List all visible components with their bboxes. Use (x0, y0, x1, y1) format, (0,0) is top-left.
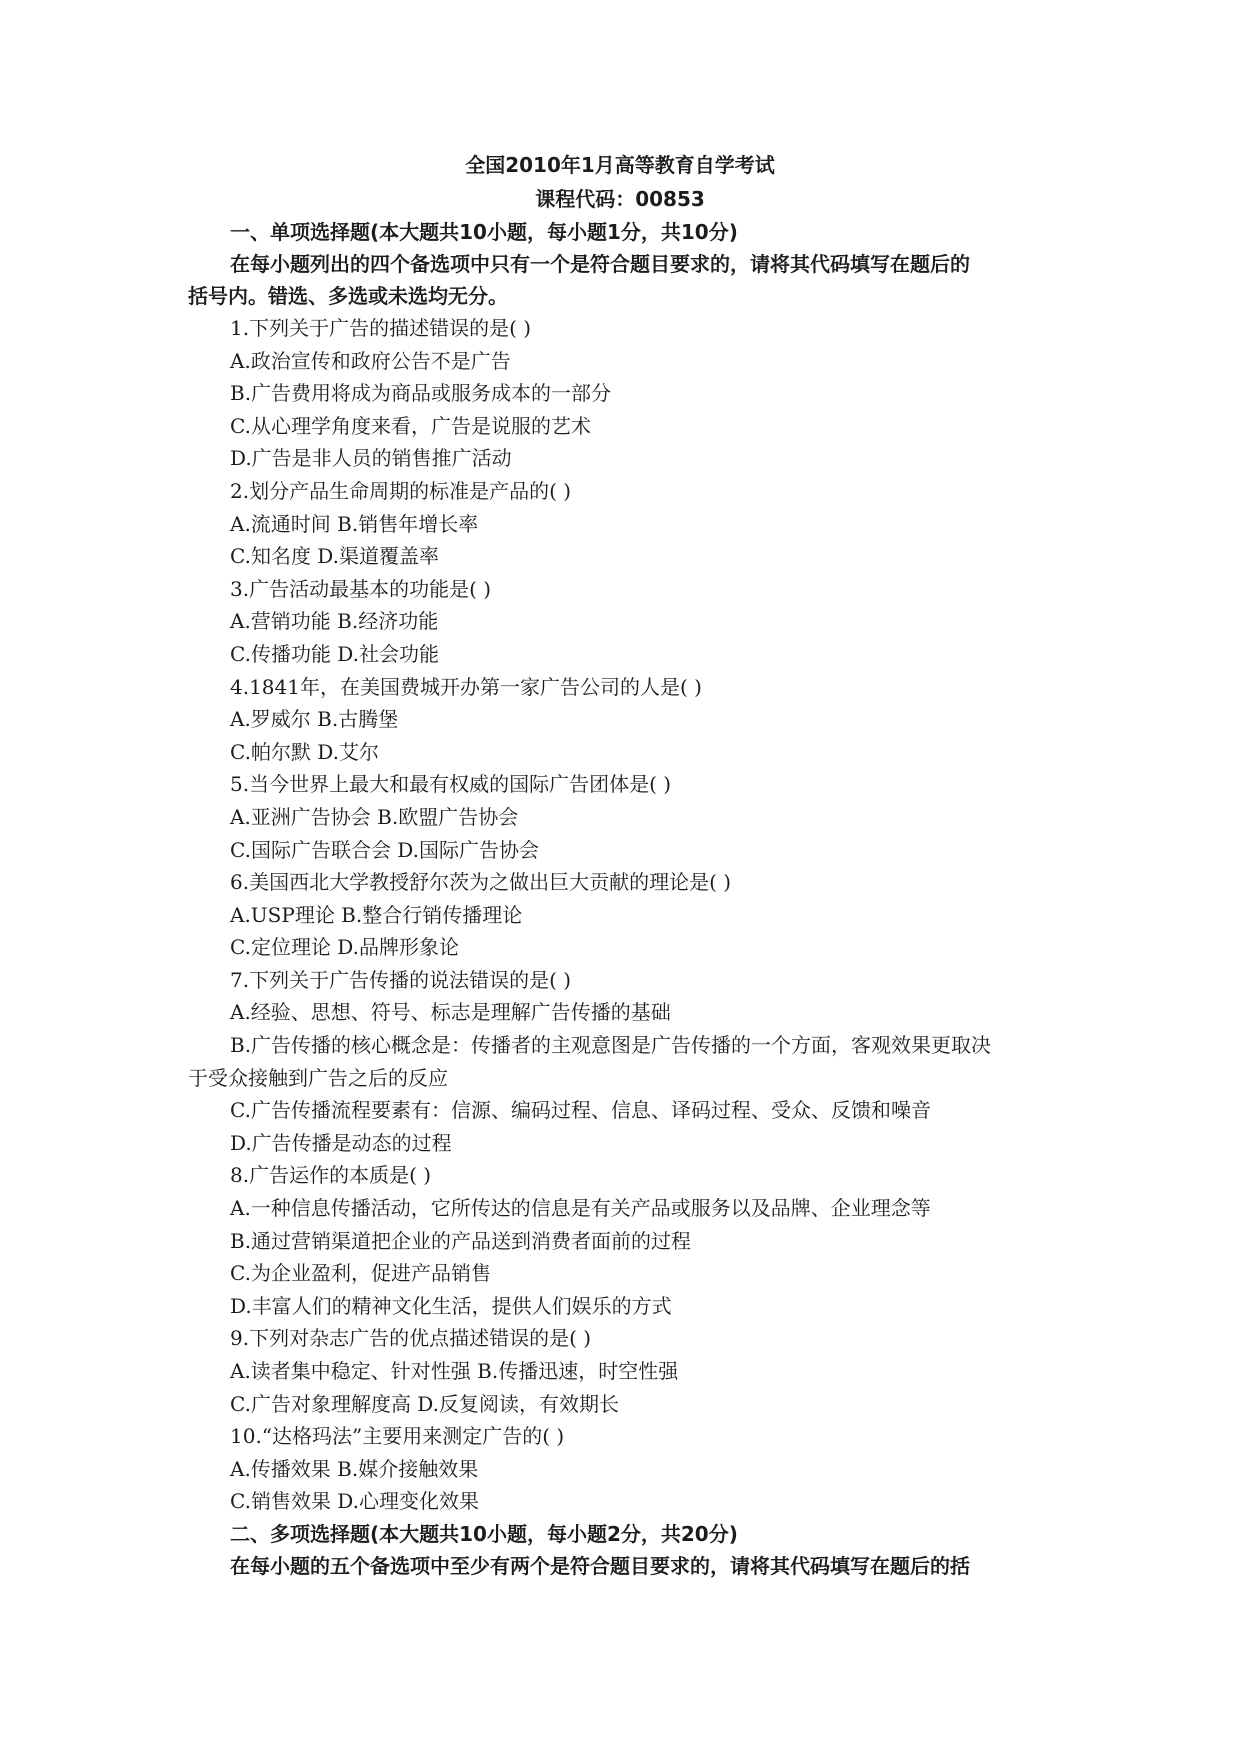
question-line: 8.广告运作的本质是( ) (230, 1163, 432, 1188)
option-line: A.营销功能 B.经济功能 (230, 609, 439, 634)
section1-instruction-line1: 在每小题列出的四个备选项中只有一个是符合题目要求的，请将其代码填写在题后的 (230, 252, 970, 276)
section2-instruction (188, 1550, 1052, 1582)
question-line: 7.下列关于广告传播的说法错误的是( ) (230, 967, 572, 992)
option-line: D.广告是非人员的销售推广活动 (230, 446, 512, 471)
option-line: C.知名度 D.渠道覆盖率 (230, 544, 439, 569)
option-line: A.亚洲广告协会 B.欧盟广告协会 (230, 804, 519, 829)
option-line: D.广告传播是动态的过程 (230, 1130, 452, 1155)
option-line: C.销售效果 D.心理变化效果 (230, 1489, 479, 1514)
question-list-part2 (188, 1094, 1241, 1518)
question-line: 9.下列对杂志广告的优点描述错误的是( ) (230, 1326, 592, 1351)
option-line: A.读者集中稳定、针对性强 B.传播迅速，时空性强 (230, 1359, 679, 1383)
option-line: B.广告费用将成为商品或服务成本的一部分 (230, 381, 612, 406)
option-line: C.传播功能 D.社会功能 (230, 641, 439, 666)
option-line: C.定位理论 D.品牌形象论 (230, 935, 459, 960)
section1-instruction (188, 248, 1052, 312)
question-line: 6.美国西北大学教授舒尔茨为之做出巨大贡献的理论是( ) (230, 870, 732, 895)
question-line: 3.广告活动最基本的功能是( ) (230, 576, 492, 601)
q7-option-b-line2: 于受众接触到广告之后的反应 (188, 1065, 448, 1090)
exam-title: 全国2010年1月高等教育自学考试 (465, 153, 775, 177)
option-line: A.传播效果 B.媒介接触效果 (230, 1456, 479, 1481)
option-line: C.广告对象理解度高 D.反复阅读，有效期长 (230, 1391, 619, 1416)
section2-instruction-line1: 在每小题的五个备选项中至少有两个是符合题目要求的，请将其代码填写在题后的括 (230, 1553, 970, 1578)
q7-option-b (188, 1029, 1052, 1094)
option-line: C.帕尔默 D.艾尔 (230, 739, 379, 764)
option-line: A.一种信息传播活动，它所传达的信息是有关产品或服务以及品牌、企业理念等 (230, 1196, 931, 1221)
option-line: D.丰富人们的精神文化生活，提供人们娱乐的方式 (230, 1293, 672, 1318)
option-line: C.从心理学角度来看，广告是说服的艺术 (230, 413, 591, 438)
course-code: 课程代码：00853 (535, 187, 705, 211)
question-line: 5.当今世界上最大和最有权威的国际广告团体是( ) (230, 772, 672, 797)
question-line: 10.“达格玛法”主要用来测定广告的( ) (230, 1424, 565, 1449)
section2-heading: 二、多项选择题(本大题共10小题，每小题2分，共20分) (230, 1521, 738, 1546)
option-line: C.国际广告联合会 D.国际广告协会 (230, 837, 539, 862)
question-line: 4.1841年，在美国费城开办第一家广告公司的人是( ) (230, 674, 702, 699)
option-line: A.经验、思想、符号、标志是理解广告传播的基础 (230, 1000, 671, 1025)
section1-heading: 一、单项选择题(本大题共10小题，每小题1分，共10分) (230, 220, 738, 244)
option-line: A.罗威尔 B.古腾堡 (230, 707, 399, 732)
option-line: A.流通时间 B.销售年增长率 (230, 511, 479, 536)
option-line: C.广告传播流程要素有：信源、编码过程、信息、译码过程、受众、反馈和噪音 (230, 1098, 931, 1123)
option-line: A.政治宣传和政府公告不是广告 (230, 348, 511, 373)
section1-instruction-line2: 括号内。错选、多选或未选均无分。 (188, 284, 508, 308)
question-line: 1.下列关于广告的描述错误的是( ) (230, 316, 532, 340)
question-line: 2.划分产品生命周期的标准是产品的( ) (230, 478, 572, 503)
q7-option-b-line1: B.广告传播的核心概念是：传播者的主观意图是广告传播的一个方面，客观效果更取决 (230, 1033, 992, 1058)
question-list-part1 (188, 312, 1241, 1029)
option-line: B.通过营销渠道把企业的产品送到消费者面前的过程 (230, 1228, 692, 1253)
option-line: C.为企业盈利，促进产品销售 (230, 1261, 491, 1286)
option-line: A.USP理论 B.整合行销传播理论 (230, 902, 523, 927)
